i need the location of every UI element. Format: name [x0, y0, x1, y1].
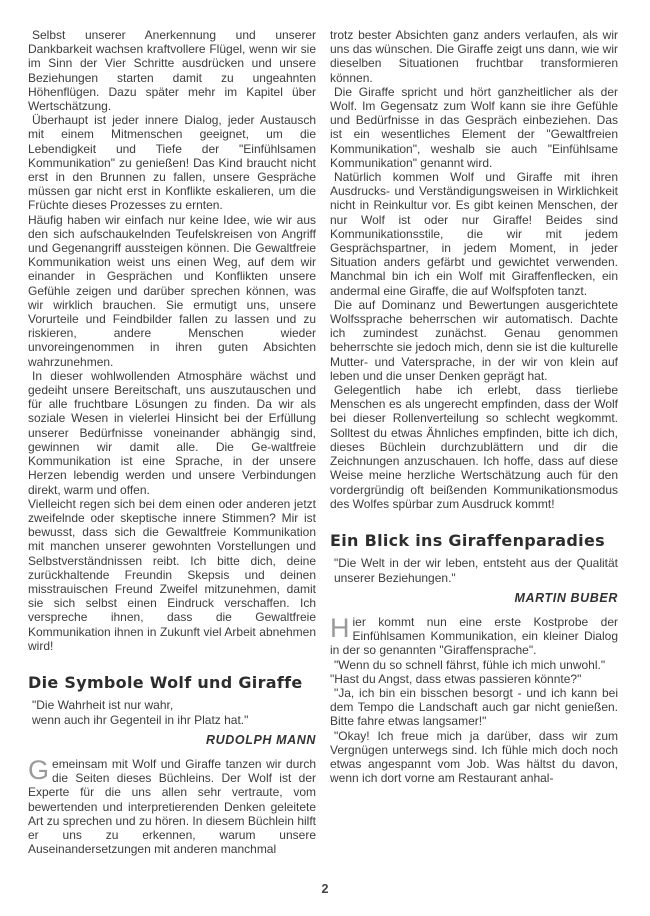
paragraph: Selbst unserer Anerkennung und unserer Dankbarkeit wachsen kraftvollere Flügel, wenn wir sie im Sinn der Vier Schritte ausdrücken und unsere Beziehungen starten damit zu ungeahnten Höhenflügen. Dazu später mehr im Kapitel über Wertschätzung.	[28, 28, 316, 114]
author-attribution: RUDOLPH MANN	[206, 732, 316, 747]
author-attribution: MARTIN BUBER	[514, 590, 618, 605]
paragraph: Natürlich kommen Wolf und Giraffe mit ihren Ausdrucks- und Verständigungsweisen in Wirklichkeit nicht in Reinkultur vor. Es gibt keinen Menschen, der nur Wolf ist oder nur Giraffe! Beides sind Kommunikationsstile, die wir mit jedem Gesprächspartner, in jedem Moment, in jeder Situation anders gefärbt und gewichtet verwenden. Manchmal bin ich ein Wolf mit Giraffenflecken, ein andermal eine Giraffe, die auf Wolfspfoten tanzt.	[330, 170, 618, 298]
text-column-left	[28, 28, 316, 856]
page-columns	[28, 28, 618, 856]
paragraph-text: emeinsam mit Wolf und Giraffe tanzen wir durch die Seiten dieses Büchleins. Der Wolf ist der Experte für die uns allen sehr vertraute, vom bewertenden und interpretierenden Denken geleitete Art zu sprechen und zu hören. In diesem Büchlein hilft er uns zu erkennen, warum unsere Auseinandersetzungen mit anderen manchmal	[28, 756, 316, 857]
paragraph: Die Giraffe spricht und hört ganzheitlicher als der Wolf. Im Gegensatz zum Wolf kann sie ihre Gefühle und Bedürfnisse in das Gespräch einbeziehen. Das ist ein wesentliches Element der "Gewaltfreien Kommunikation", weshalb sie auch "Einfühlsame Kommunikation" genannt wird.	[330, 84, 618, 170]
dialog-line: "Ja, ich bin ein bisschen besorgt - und ich kann bei dem Tempo die Landschaft auch gar nicht genießen. Bitte fahre etwas langsamer!"	[330, 685, 618, 729]
paragraph: Gelegentlich habe ich erlebt, dass tierliebe Menschen es als ungerecht empfinden, dass der Wolf bei dieser Rollenverteilung so schlecht wegkommt. Solltest du etwas Ähnliches empfinden, bitte ich dich, dieses Büchlein durchzublättern und dir die Zeichnungen anzuschauen. Ich hoffe, dass auf diese Weise meine herzliche Wertschätzung auch für den vordergründig oft beißenden Kommunikationsmodus des Wolfes spürbar zum Ausdruck kommt!	[330, 383, 618, 511]
dialog-line: "Hast du Angst, dass etwas passieren könnte?"	[330, 671, 582, 686]
text-column-right	[330, 28, 618, 856]
quote-line: wenn auch ihr Gegenteil in ihr Platz hat."	[32, 712, 249, 727]
paragraph: Vielleicht regen sich bei dem einen oder anderen jetzt zweifelnde oder skeptische innere Stimmen? Mir ist bewusst, dass sich die Gewaltfreie Kommunikation mit manchen unserer gewohnten Vorstellungen und Selbstverständnissen reibt. Ich bitte dich, deine zurückhaltende Freundin Skepsis und deinen misstrauischen Freund Zweifel mitzunehmen, damit sie sich selbst einen Eindruck verschaffen. Ich verspreche ihnen, dass die Gewaltfreie Kommunikation ihnen in Zukunft viel Arbeit abnehmen wird!	[28, 496, 316, 653]
quote-block	[330, 556, 618, 586]
drop-cap-letter: H	[330, 612, 350, 643]
paragraph: Häufig haben wir einfach nur keine Idee, wie wir aus den sich aufschaukelnden Teufelskreisen von Angriff und Gegenangriff aussteigen können. Die Gewaltfreie Kommunikation weist uns einen Weg, auf dem wir einander in Gesprächen und Konflikten unsere Gefühle zeigen und darüber sprechen können, was wir wirklich brauchen. Sie ermutigt uns, unsere Vorurteile und Feindbilder fallen zu lassen und zu riskieren, andere Menschen wieder unvoreingenommen in ihren guten Absichten wahrzunehmen.	[28, 212, 316, 369]
drop-cap-letter: G	[28, 754, 50, 785]
section-heading-blick-ins-giraffenparadies: Ein Blick ins Giraffenparadies	[330, 530, 605, 550]
dialog-line: "Wenn du so schnell fährst, fühle ich mich unwohl."	[334, 657, 606, 672]
paragraph: trotz bester Absichten ganz anders verlaufen, als wir uns das wünschen. Die Giraffe zeigt uns dann, wie wir dieselben Situationen fruchtbar transformieren können.	[330, 28, 618, 85]
quote-block	[28, 698, 316, 728]
quote-line: "Die Welt in der wir leben, entsteht aus der Qualität unserer Beziehungen."	[334, 555, 618, 585]
quote-line: "Die Wahrheit ist nur wahr,	[32, 697, 174, 712]
dialog-line: "Okay! Ich freue mich ja darüber, dass wir zum Vergnügen unterwegs sind. Ich fühle mich doch noch etwas angespannt vom Job. Was hältst du davon, wenn ich dort vorne am Restaurant anhal-	[330, 728, 618, 786]
paragraph: In dieser wohlwollenden Atmosphäre wächst und gedeiht unsere Bereitschaft, uns auszutauschen und für alle fruchtbare Lösungen zu finden. Da wir als soziale Wesen in vielerlei Hinsicht bei der Erfüllung unserer Bedürfnisse voneinander abhängig sind, gewinnen wir damit alle. Die Ge-waltfreie Kommunikation ist eine Sprache, in der unsere Herzen lebendig werden und unsere Verbindungen direkt, warm und offen.	[28, 368, 316, 497]
section-heading-symbole-wolf-giraffe: Die Symbole Wolf und Giraffe	[28, 672, 303, 692]
paragraph-with-dropcap	[330, 612, 618, 658]
paragraph: Überhaupt ist jeder innere Dialog, jeder Austausch mit einem Mitmenschen geeignet, um die Lebendigkeit und Tiefe der "Einfühlsamen Kommunikation" zu genießen! Das Kind braucht nicht erst in den Brunnen zu fallen, unsere Gespräche müssen gar nicht erst in Konflikte eskalieren, um die Früchte dieses Prozesses zu ernten.	[28, 113, 316, 213]
page-number: 2	[321, 882, 329, 896]
paragraph-text: ier kommt nun eine erste Kostprobe der Einfühlsamen Kommunikation, ein kleiner Dialog in der so genannten "Giraffensprache".	[330, 614, 618, 658]
paragraph: Die auf Dominanz und Bewertungen ausgerichtete Wolfssprache beherrschen wir automatisch. Dachte ich zumindest zunächst. Genau genommen beherrschte sie jedoch mich, denn sie ist die kulturelle Mutter- und Vatersprache, in der wir von klein auf leben und die unser Denken geprägt hat.	[330, 297, 618, 383]
paragraph-with-dropcap	[28, 754, 316, 857]
